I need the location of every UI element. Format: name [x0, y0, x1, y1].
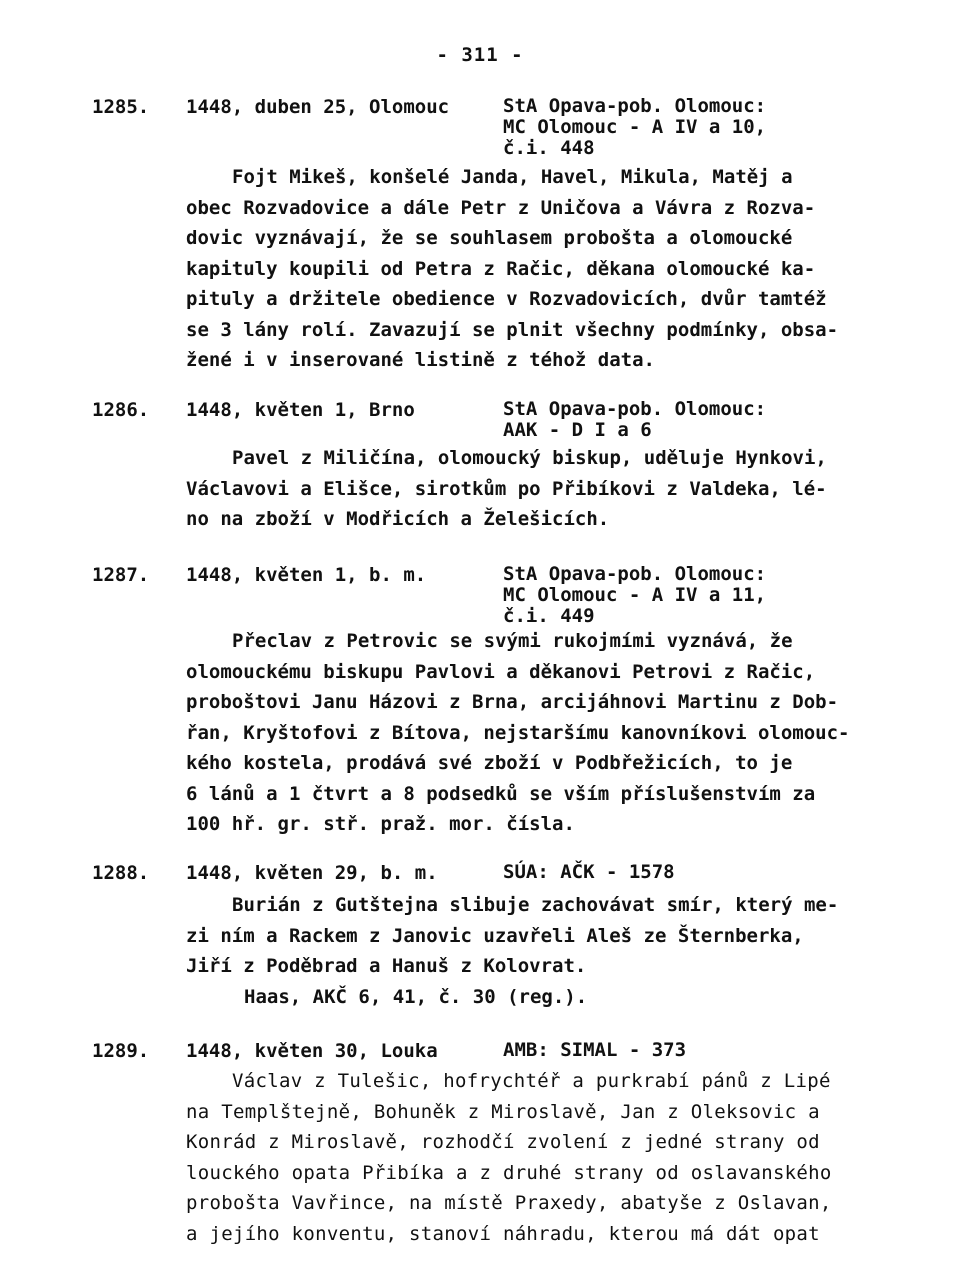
source-line: MC Olomouc - A IV a 11, [503, 584, 767, 606]
entry-number: 1286. [92, 399, 150, 421]
entry-reference: Haas, AKČ 6, 41, č. 30 (reg.). [244, 985, 588, 1008]
text-line: žené i v inserované listině z téhož data. [186, 349, 655, 371]
entry-date: 1448, květen 29, b. m. [186, 862, 438, 884]
text-line: proboštovi Janu Házovi z Brna, arcijáhnovi Martinu z Dob- [186, 691, 839, 713]
entry-text [186, 1066, 886, 1249]
text-line: probošta Vavřince, na místě Praxedy, abatyše z Oslavan, [186, 1192, 832, 1214]
text-line: no na zboží v Modřicích a Želešicích. [186, 508, 610, 530]
entry-text [186, 626, 886, 840]
text-line: kapituly koupili od Petra z Račic, děkana olomoucké ka- [186, 257, 816, 280]
entry-source [503, 399, 766, 441]
text-line: Václav z Tulešic, hofrychtéř a purkrabí pánů z Lipé [232, 1070, 831, 1092]
entry-number: 1288. [92, 862, 150, 884]
entry-date: 1448, květen 1, Brno [186, 399, 415, 421]
source-line: SÚA: AČK - 1578 [503, 861, 675, 883]
source-line: StA Opava-pob. Olomouc: [503, 398, 767, 420]
source-line: č.i. 448 [503, 137, 595, 159]
entry-source [503, 1040, 686, 1061]
entry-source [503, 96, 766, 159]
text-line: louckého opata Přibíka a z druhé strany od oslavanského [186, 1161, 832, 1184]
text-line: Fojt Mikeš, konšelé Janda, Havel, Mikula, Matěj a [232, 166, 793, 188]
text-line: zi ním a Rackem z Janovic uzavřeli Aleš ze Šternberka, [186, 924, 804, 947]
source-line: AMB: SIMAL - 373 [503, 1039, 687, 1061]
text-line: olomouckému biskupu Pavlovi a děkanovi Petrovi z Račic, [186, 660, 816, 683]
text-line: Přeclav z Petrovic se svými rukojmími vyznává, že [232, 630, 793, 652]
text-line: Václavovi a Elišce, sirotkům po Přibíkovi z Valdeka, lé- [186, 477, 827, 500]
text-line: pituly a držitele obedience v Rozvadovicích, dvůr tamtéž [186, 288, 827, 310]
source-line: StA Opava-pob. Olomouc: [503, 563, 767, 585]
text-line: Burián z Gutštejna slibuje zachovávat smír, který me- [232, 894, 839, 916]
entry-text [186, 890, 886, 1012]
text-line: se 3 lány rolí. Zavazují se plnit všechny podmínky, obsa- [186, 318, 839, 341]
page-number: - 311 - [436, 44, 524, 66]
entry-source [503, 862, 675, 883]
entry-number: 1289. [92, 1040, 150, 1062]
entry-text [186, 162, 886, 376]
text-line: Jiří z Poděbrad a Hanuš z Kolovrat. [186, 955, 587, 977]
text-line: 100 hř. gr. stř. praž. mor. čísla. [186, 813, 575, 835]
entry-number: 1287. [92, 564, 150, 586]
text-line: Pavel z Miličína, olomoucký biskup, uděluje Hynkovi, [232, 447, 827, 469]
text-line: kého kostela, prodává své zboží v Podbřežicích, to je [186, 752, 793, 774]
text-line: a jejího konventu, stanoví náhradu, kterou má dát opat [186, 1222, 820, 1245]
text-line: na Templštejně, Bohuněk z Miroslavě, Jan z Oleksovic a [186, 1100, 820, 1123]
text-line: Konrád z Miroslavě, rozhodčí zvolení z jedné strany od [186, 1131, 820, 1153]
source-line: AAK - D I a 6 [503, 419, 652, 441]
entry-text [186, 443, 886, 535]
source-line: č.i. 449 [503, 605, 595, 627]
entry-date: 1448, duben 25, Olomouc [186, 96, 450, 118]
source-line: MC Olomouc - A IV a 10, [503, 116, 767, 138]
source-line: StA Opava-pob. Olomouc: [503, 95, 767, 117]
entry-number: 1285. [92, 96, 150, 118]
text-line: 6 lánů a 1 čtvrt a 8 podsedků se vším příslušenstvím za [186, 782, 816, 805]
text-line: obec Rozvadovice a dále Petr z Uničova a Vávra z Rozva- [186, 196, 816, 219]
entry-source [503, 564, 766, 627]
entry-date: 1448, květen 30, Louka [186, 1040, 438, 1062]
entry-date: 1448, květen 1, b. m. [186, 564, 427, 586]
text-line: řan, Kryštofovi z Bítova, nejstaršímu kanovníkovi olomouc- [186, 721, 850, 744]
text-line: dovic vyznávají, že se souhlasem probošta a olomoucké [186, 227, 793, 249]
